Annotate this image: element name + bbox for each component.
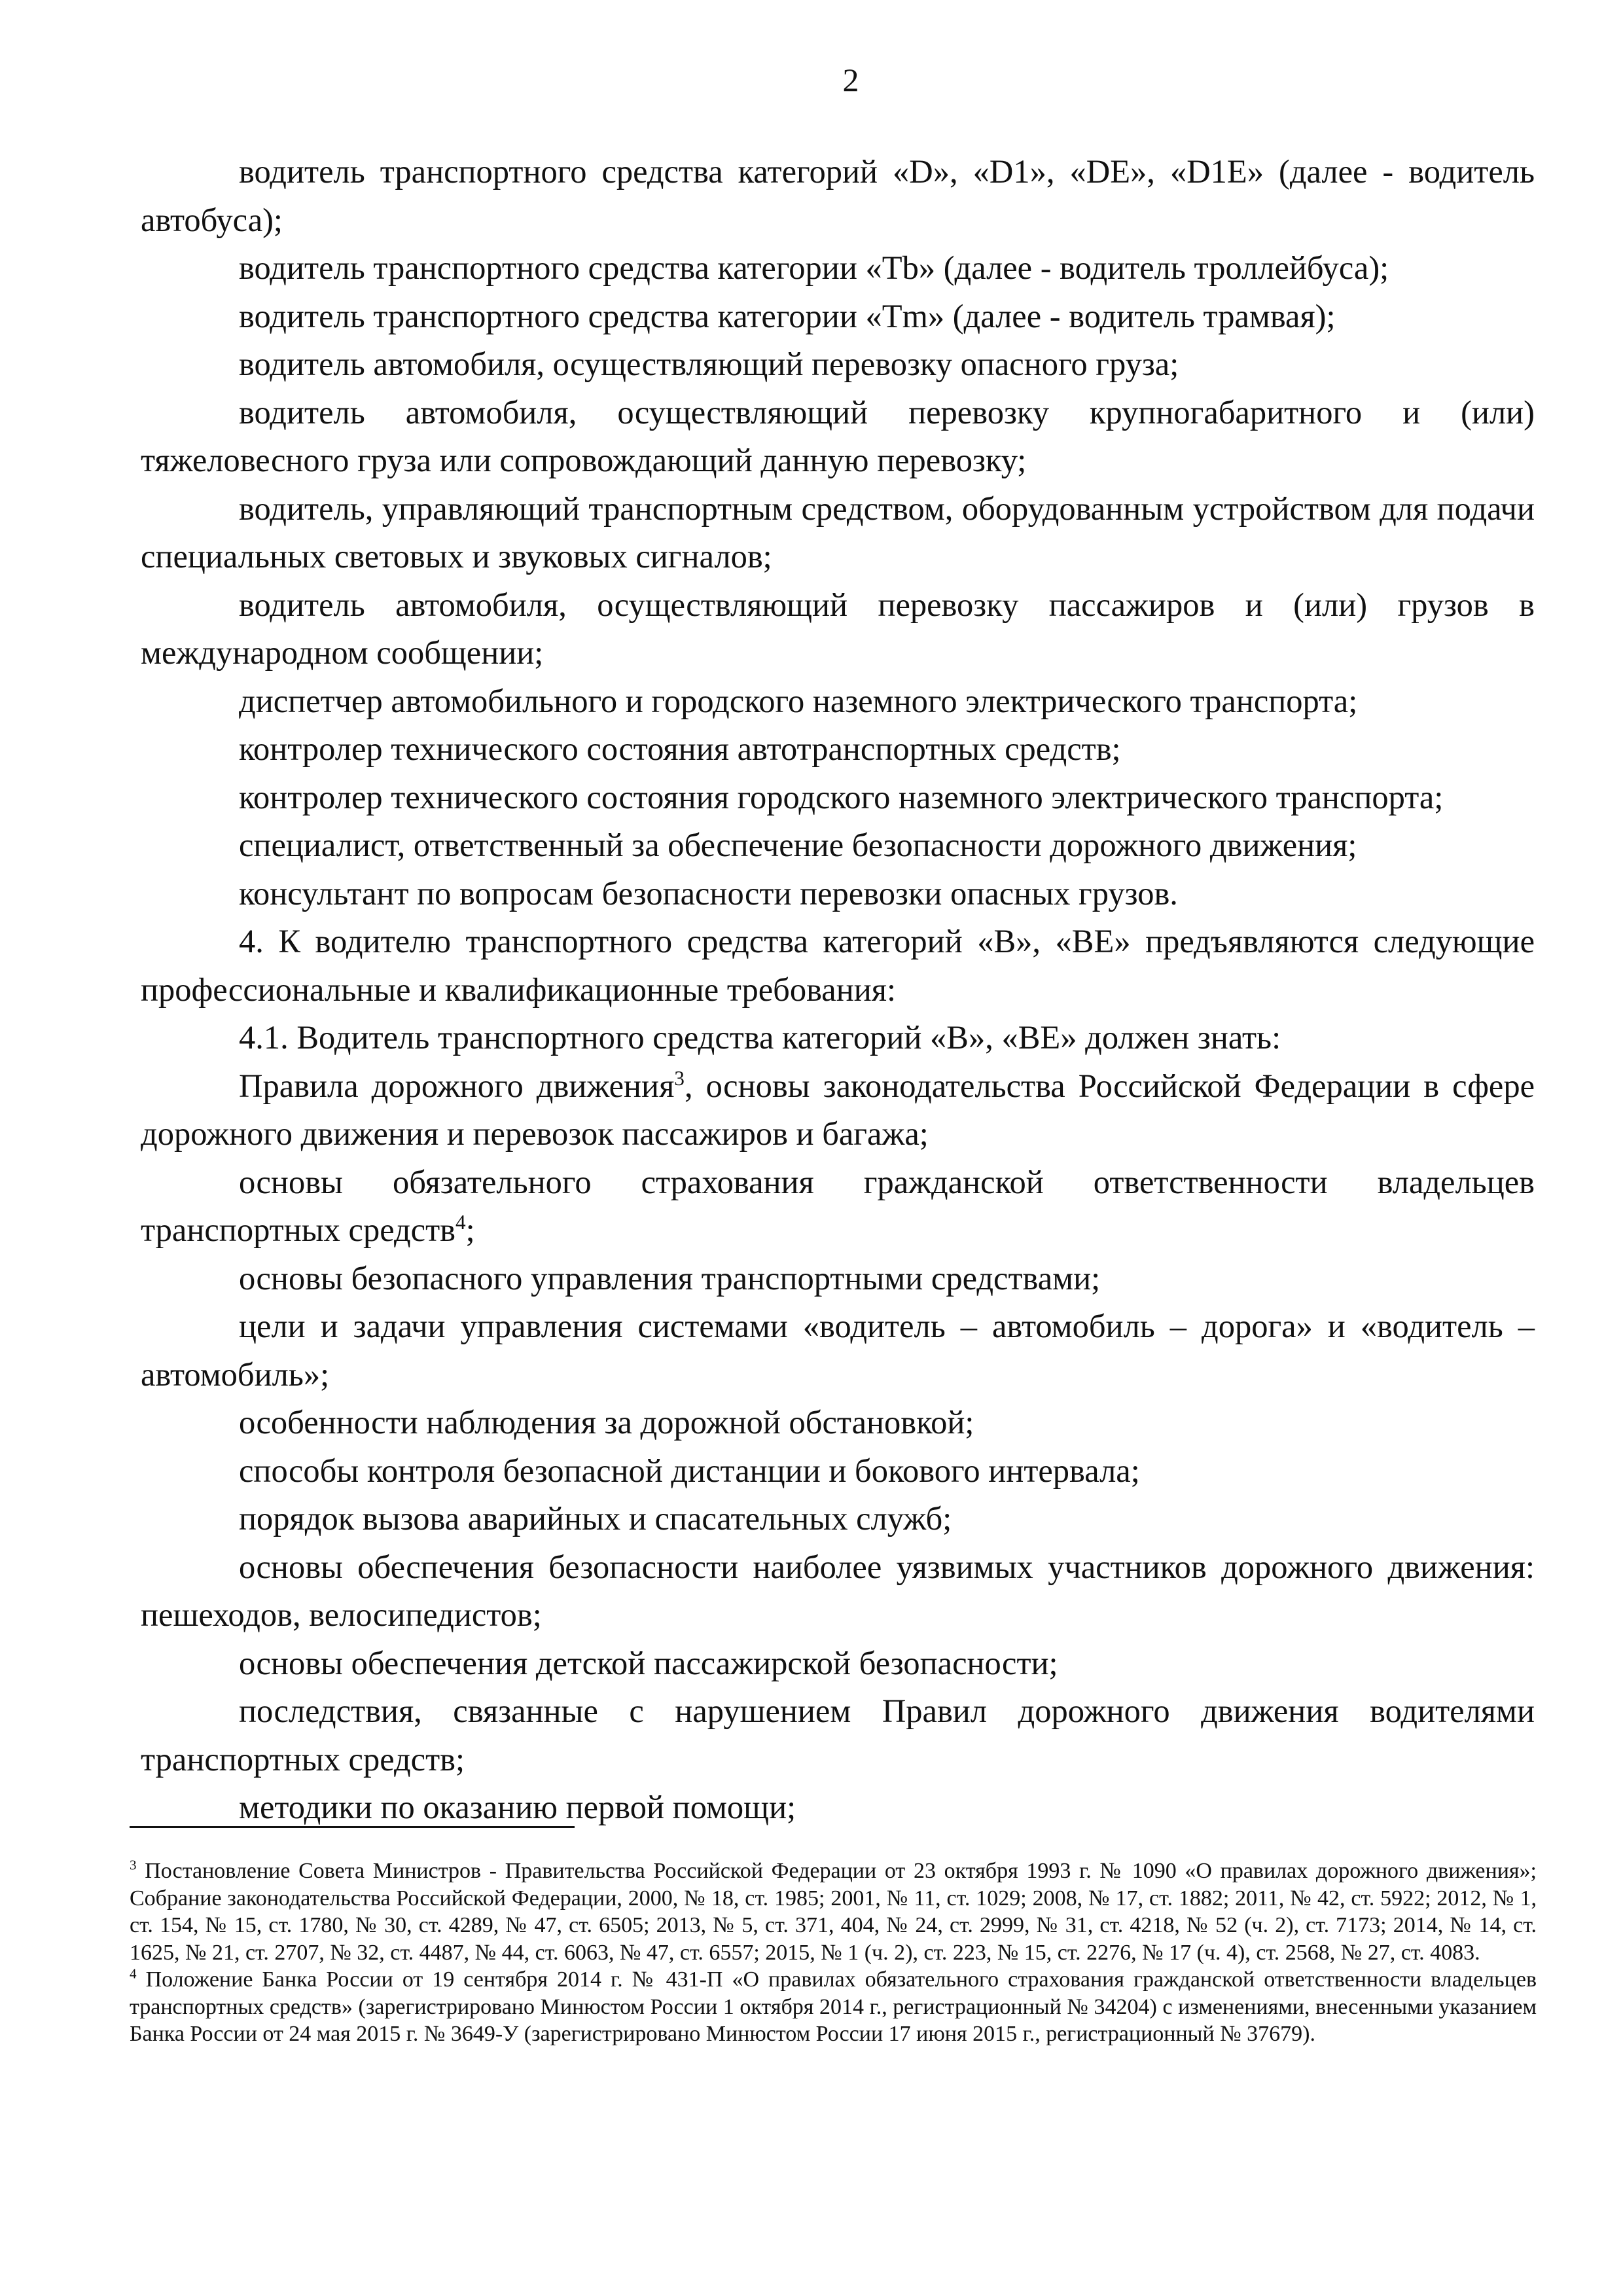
paragraph: цели и задачи управления системами «водитель – автомобиль – дорога» и «водитель – автомобиль»; (141, 1308, 1535, 1393)
paragraph: контролер технического состояния городского наземного электрического транспорта; (239, 778, 1444, 816)
paragraph: водитель автомобиля, осуществляющий перевозку пассажиров и (или) грузов в международном сообщении; (141, 586, 1535, 671)
paragraph: водитель, управляющий транспортным средством, оборудованным устройством для подачи специальных световых и звуковых сигналов; (141, 490, 1535, 575)
paragraph: водитель автомобиля, осуществляющий перевозку крупногабаритного и (или) тяжеловесного груза или сопровождающий данную перевозку; (141, 393, 1535, 478)
paragraph: 4. К водителю транспортного средства категорий «B», «BE» предъявляются следующие профессиональные и квалификационные требования: (141, 923, 1535, 1008)
page-number: 2 (842, 62, 859, 98)
paragraph-text: ; (465, 1211, 475, 1248)
paragraph: 4.1. Водитель транспортного средства категорий «B», «BE» должен знать: (239, 1019, 1281, 1056)
paragraph: специалист, ответственный за обеспечение безопасности дорожного движения; (239, 827, 1357, 863)
footnote-text: Постановление Совета Министров - Правительства Российской Федерации от 23 октября 1993 г. № 1090 «О правилах дорожного движения»; Собрание законодательства Российской Федерации, 2000, № 18, ст. 1985; 2001, № 11, ст. 1029; 2008, № 17, ст. 1882; 2011, № 42, ст. 5922; 2012, № 1, ст. 154, № 15, ст. 1780, № 30, ст. 4289, № 47, ст. 6505; 2013, № 5, ст. 371, 404, № 24, ст. 2999, № 31, ст. 4218, № 52 (ч. 2), ст. 7173; 2014, № 14, ст. 1625, № 21, ст. 2707, № 32, ст. 4487, № 44, ст. 6063, № 47, ст. 6557; 2015, № 1 (ч. 2), ст. 223, № 15, ст. 2276, № 17 (ч. 4), ст. 2568, № 27, ст. 4083. (130, 1859, 1537, 1965)
paragraph: диспетчер автомобильного и городского наземного электрического транспорта; (239, 682, 1358, 719)
paragraph: водитель транспортного средства категории «Tm» (далее - водитель трамвая); (239, 297, 1336, 334)
footnote-number: 4 (130, 1965, 137, 1982)
footnote (130, 1966, 1537, 2048)
paragraph-text: Правила дорожного движения (239, 1067, 675, 1104)
body-text (141, 148, 1535, 1832)
paragraph: водитель автомобиля, осуществляющий перевозку опасного груза; (239, 346, 1179, 382)
paragraph: основы безопасного управления транспортными средствами; (239, 1259, 1101, 1297)
paragraph: консультант по вопросам безопасности перевозки опасных грузов. (239, 874, 1178, 912)
footnote-ref: 4 (455, 1211, 466, 1234)
paragraph-text: , основы законодательства Российской Федерации в сфере дорожного движения и перевозок пассажиров и багажа; (141, 1067, 1535, 1152)
paragraph: водитель транспортного средства категорий «D», «D1», «DE», «D1E» (далее - водитель автобуса); (141, 153, 1535, 238)
paragraph: особенности наблюдения за дорожной обстановкой; (239, 1404, 974, 1441)
paragraph-with-footnote-ref (141, 1062, 1535, 1158)
paragraph: порядок вызова аварийных и спасательных служб; (239, 1500, 952, 1537)
paragraph: основы обеспечения детской пассажирской безопасности; (239, 1644, 1058, 1681)
footnote-number: 3 (130, 1857, 137, 1873)
paragraph: способы контроля безопасной дистанции и бокового интервала; (239, 1452, 1140, 1489)
footnote (130, 1857, 1537, 1966)
footnote-separator (130, 1826, 575, 1828)
paragraph: основы обеспечения безопасности наиболее уязвимых участников дорожного движения: пешеходов, велосипедистов; (141, 1548, 1535, 1633)
paragraph: контролер технического состояния автотранспортных средств; (239, 730, 1121, 767)
paragraph: водитель транспортного средства категории «Tb» (далее - водитель троллейбуса); (239, 249, 1389, 286)
footnotes (130, 1857, 1537, 2048)
paragraph: методики по оказанию первой помощи; (239, 1789, 796, 1825)
paragraph: последствия, связанные с нарушением Правил дорожного движения водителями транспортных средств; (141, 1693, 1535, 1778)
paragraph-with-footnote-ref (141, 1158, 1535, 1255)
paragraph-text: основы обязательного страхования гражданской ответственности владельцев транспортных средств (141, 1163, 1535, 1248)
footnote-ref: 3 (674, 1066, 685, 1090)
footnote-text: Положение Банка России от 19 сентября 2014 г. № 431-П «О правилах обязательного страхования гражданской ответственности владельцев транспортных средств» (зарегистрировано Минюстом России 1 октября 2014 г., регистрационный № 34204) с изменениями, внесенными указанием Банка России от 24 мая 2015 г. № 3649-У (зарегистрировано Минюстом России 17 июня 2015 г., регистрационный № 37679). (130, 1967, 1537, 2046)
